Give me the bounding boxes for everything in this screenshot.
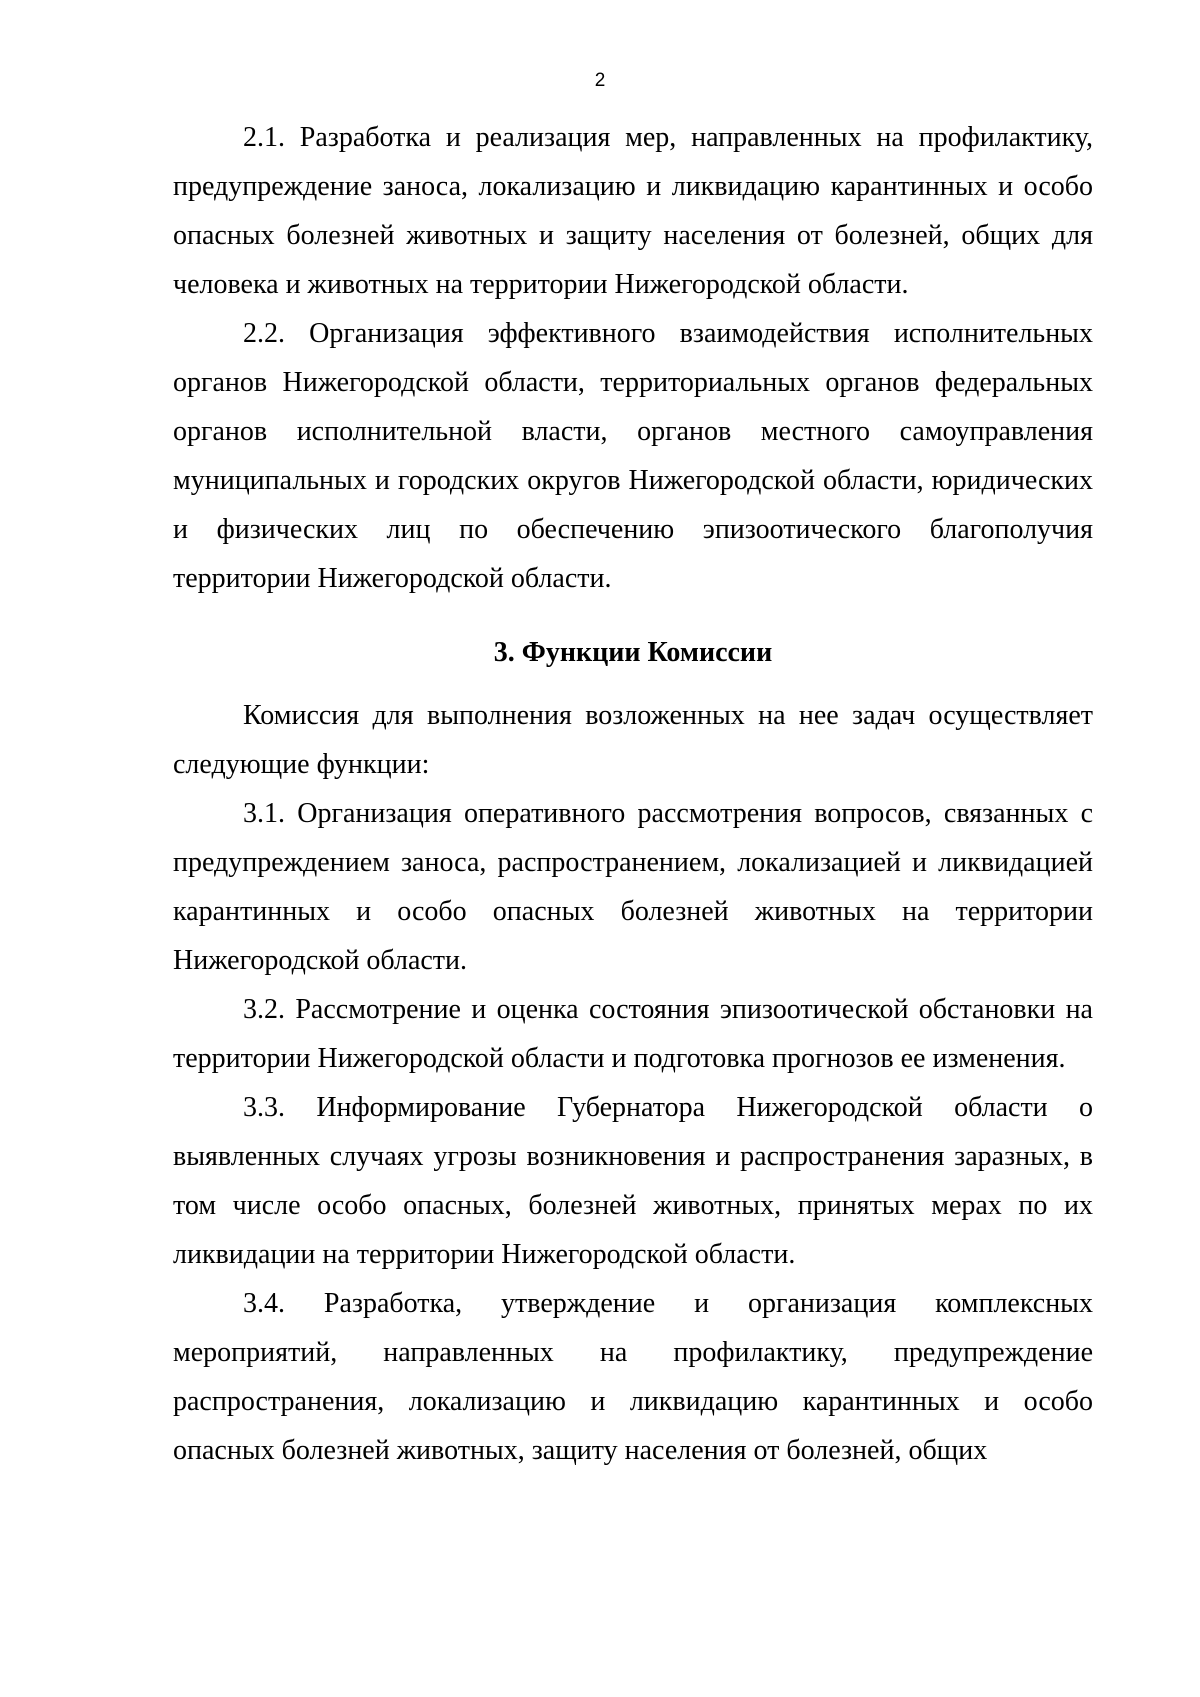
paragraph-intro: Комиссия для выполнения возложенных на нее задач осуществляет следующие функции:: [173, 700, 1093, 780]
paragraph-3-2: 3.2. Рассмотрение и оценка состояния эпизоотической обстановки на территории Нижегородской области и подготовка прогнозов ее изменения.: [173, 994, 1093, 1074]
paragraph-3-3: 3.3. Информирование Губернатора Нижегородской области о выявленных случаях угрозы возникновения и распространения заразных, в том числе особо опасных, болезней животных, принятых мерах по их ликвидации на территории Нижегородской области.: [173, 1092, 1093, 1270]
section-heading: 3. Функции Комиссии: [493, 637, 773, 668]
page-number: 2: [594, 70, 606, 91]
paragraph-2-1: 2.1. Разработка и реализация мер, направленных на профилактику, предупреждение заноса, локализацию и ликвидацию карантинных и особо опасных болезней животных и защиту населения от болезней, общих для человека и животных на территории Нижегородской области.: [173, 122, 1093, 300]
paragraph-2-2: 2.2. Организация эффективного взаимодействия исполнительных органов Нижегородской области, территориальных органов федеральных органов исполнительной власти, органов местного самоуправления муниципальных и городских округов Нижегородской области, юридических и физических лиц по обеспечению эпизоотического благополучия территории Нижегородской области.: [173, 318, 1093, 594]
document-body: [173, 113, 1093, 1475]
paragraph-3-1: 3.1. Организация оперативного рассмотрения вопросов, связанных с предупреждением заноса, распространением, локализацией и ликвидацией карантинных и особо опасных болезней животных на территории Нижегородской области.: [173, 798, 1093, 976]
paragraph-3-4: 3.4. Разработка, утверждение и организация комплексных мероприятий, направленных на профилактику, предупреждение распространения, локализацию и ликвидацию карантинных и особо опасных болезней животных, защиту населения от болезней, общих: [173, 1288, 1093, 1466]
